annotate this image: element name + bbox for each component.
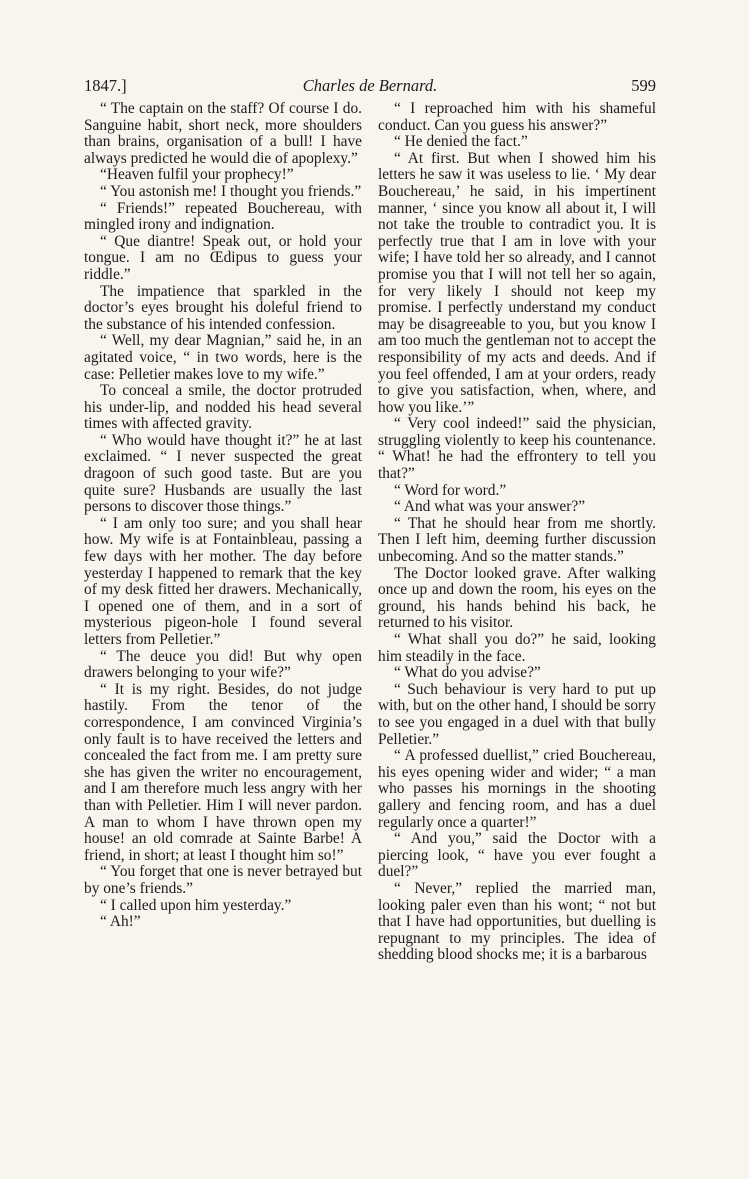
paragraph: “ The captain on the staff? Of course I do. Sanguine habit, short neck, more shoulders than brains, organisation of a bull! I have always predicted he would die of apoplexy.” [84, 100, 362, 167]
paragraph: “ I am only too sure; and you shall hear how. My wife is at Fontainbleau, passing a few days with her mother. The day before yesterday I happened to remark that the key of my desk fitted her drawers. Mechanically, I opened one of them, and in a sort of mysterious pigeon-hole I found several letters from Pelletier.” [84, 514, 362, 648]
paragraph: The Doctor looked grave. After walking once up and down the room, his eyes on the ground, his hands behind his back, he returned to his visitor. [378, 564, 656, 632]
paragraph: “ I reproached him with his shameful conduct. Can you guess his answer?” [378, 100, 656, 134]
paragraph: “ And what was your answer?” [394, 498, 586, 516]
paragraph: “ At first. But when I showed him his letters he saw it was useless to lie. ‘ My dear Bouchereau,’ he said, in his impertinent manner, ‘ since you know all about it, I will not take the trouble to contradict you. It is perfectly true that I am in love with your wife; I have told her so already, and I cannot promise you that I will not tell her so again, for very likely I should not keep my promise. I perfectly understand my conduct may be disagreeable to you, but you know I am too much the gentleman not to accept the responsibility of my acts and deeds. And if you feel offended, I am at your orders, ready to give you satisfaction, when, where, and how you like.’” [378, 149, 656, 416]
paragraph: “ Well, my dear Magnian,” said he, in an agitated voice, “ in two words, here is the case: Pelletier makes love to my wife.” [84, 332, 362, 383]
paragraph: “ He denied the fact.” [394, 133, 528, 151]
right-column [378, 101, 656, 964]
paragraph: “Heaven fulfil your prophecy!” [100, 166, 294, 184]
left-column [84, 101, 362, 931]
paragraph: “ I called upon him yesterday.” [100, 896, 292, 914]
paragraph: “ Such behaviour is very hard to put up with, but on the other hand, I should be sorry to see you engaged in a duel with that bully Pelletier.” [378, 680, 656, 748]
paragraph: “ What shall you do?” he said, looking him steadily in the face. [378, 631, 656, 665]
paragraph: “ That he should hear from me shortly. Then I left him, deeming further discussion unbecoming. And so the matter stands.” [378, 514, 656, 566]
paragraph: “ Who would have thought it?” he at last exclaimed. “ I never suspected the great dragoon of such good taste. But are you quite sure? Husbands are usually the last persons to discover those things.” [84, 431, 362, 516]
paragraph: To conceal a smile, the doctor protruded his under-lip, and nodded his head several times with affected gravity. [84, 382, 362, 433]
paragraph: “ Que diantre! Speak out, or hold your tongue. I am no Œdipus to guess your riddle.” [84, 232, 362, 283]
paragraph: “ Friends!” repeated Bouchereau, with mingled irony and indignation. [84, 199, 362, 234]
paragraph: “ It is my right. Besides, do not judge hastily. From the tenor of the correspondence, I am convinced Virginia’s only fault is to have received the letters and concealed the fact from me. I am pretty sure she has given the writer no encouragement, and I am therefore much less angry with her than with Pelletier. Him I will never pardon. A man to whom I have thrown open my house! an old comrade at Sainte Barbe! A friend, in short; at least I thought him so!” [84, 680, 362, 864]
paragraph: “ And you,” said the Doctor with a piercing look, “ have you ever fought a duel?” [378, 830, 656, 881]
paragraph: “ A professed duellist,” cried Bouchereau, his eyes opening wider and wider; “ a man who passes his mornings in the shooting gallery and fencing room, and has a duel regularly once a quarter!” [378, 747, 656, 831]
paragraph: “ You astonish me! I thought you friends.” [100, 182, 362, 200]
running-title: Charles de Bernard. [302, 76, 438, 95]
paragraph: The impatience that sparkled in the doctor’s eyes brought his doleful friend to the substance of his intended confession. [84, 282, 362, 333]
paragraph: “ You forget that one is never betrayed but by one’s friends.” [84, 863, 362, 897]
paragraph: “ Very cool indeed!” said the physician, struggling violently to keep his countenance. “ What! he had the effrontery to tell you that?” [378, 415, 656, 483]
paragraph: “ Ah!” [100, 913, 141, 931]
page-number: 599 [631, 76, 656, 95]
paragraph: “ What do you advise?” [394, 664, 541, 682]
paragraph: “ Never,” replied the married man, looking paler even than his wont; “ not but that I have had opportunities, but duelling is repugnant to my principles. The idea of shedding blood shocks me; it is a barbarous [378, 879, 656, 964]
paragraph: “ The deuce you did! But why open drawers belonging to your wife?” [84, 647, 362, 682]
running-header [84, 76, 656, 100]
header-year: 1847.] [84, 76, 127, 95]
paragraph: “ Word for word.” [394, 481, 507, 499]
